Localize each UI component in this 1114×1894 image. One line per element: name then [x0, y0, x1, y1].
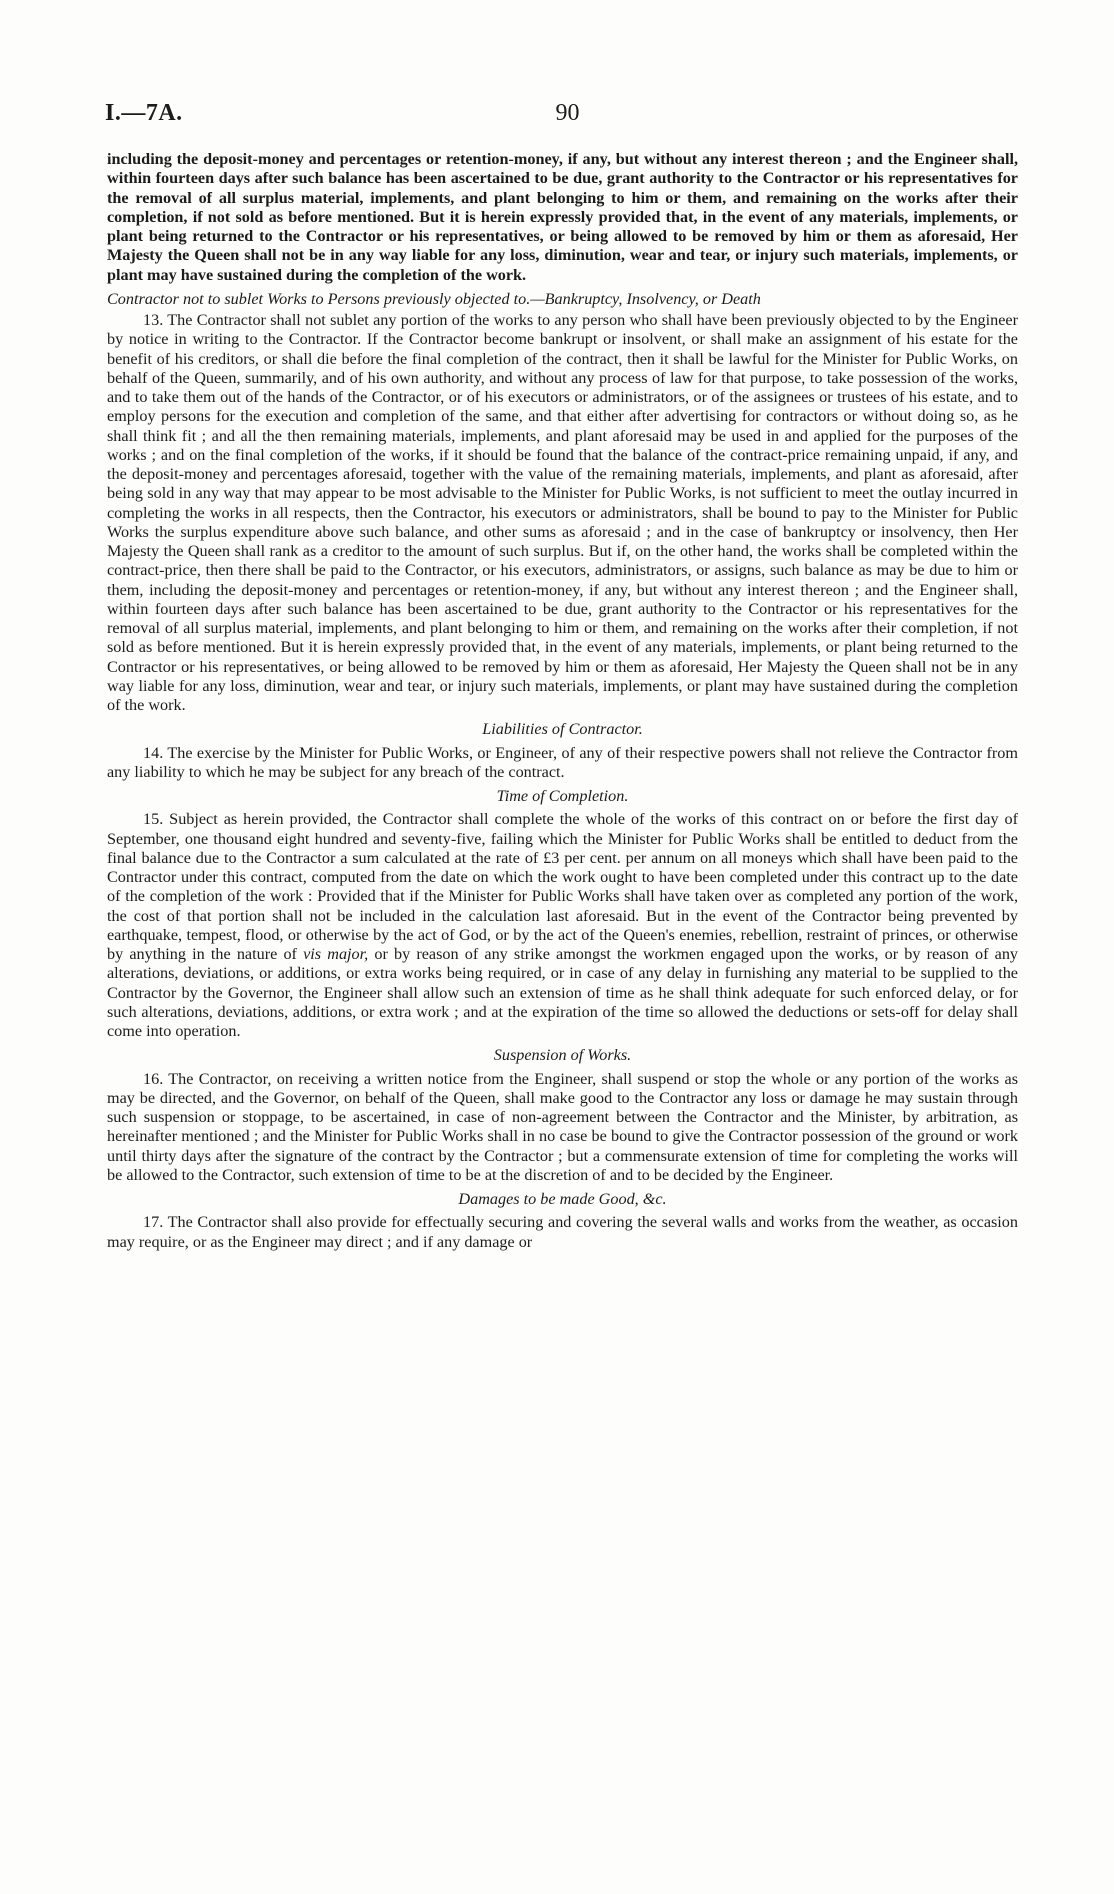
page-header: [105, 100, 1030, 134]
page-number: 90: [555, 100, 580, 126]
vis-major-term: vis major,: [303, 945, 369, 963]
section-heading-15: Time of Completion.: [496, 787, 629, 805]
section-heading-13: Contractor not to sublet Works to Persons previously objected to.—Bankruptcy, Insolvency, or Death: [107, 289, 761, 308]
paragraph-14: 14. The exercise by the Minister for Public Works, or Engineer, of any of their respective powers shall not relieve the Contractor from any liability to which he may be subject for any breach of the contract.: [107, 743, 1018, 781]
paragraph-intro: including the deposit-money and percentages or retention-money, if any, but without any interest thereon ; and the Engineer shall, within fourteen days after such balance has been ascertained to be due, grant authority to the Contractor or his representatives for the removal of all surplus material, implements, and plant belonging to him or them, and remaining on the works after their completion, if not sold as before mentioned. But it is herein expressly provided that, in the event of any materials, implements, or plant being returned to the Contractor or his representatives, or being allowed to be removed by him or them as aforesaid, Her Majesty the Queen shall not be in any way liable for any loss, diminution, wear and tear, or injury such materials, implements, or plant may have sustained during the completion of the work.: [107, 150, 1018, 284]
section-heading-14: Liabilities of Contractor.: [482, 720, 643, 739]
paragraph-16: 16. The Contractor, on receiving a written notice from the Engineer, shall suspend or stop the whole or any portion of the works as may be directed, and the Governor, on behalf of the Queen, shall make good to the Contractor any loss or damage he may sustain through such suspension or stoppage, to be ascertained, in case of non-agreement between the Contractor and the Minister, by arbitration, as hereinafter mentioned ; and the Minister for Public Works shall in no case be bound to give the Contractor possession of the ground or work until thirty days after the signature of the contract by the Contractor ; but a commensurate extension of time for completing the works will be allowed to the Contractor, such extension of time to be at the discretion of and to be decided by the Engineer.: [107, 1069, 1018, 1184]
paragraph-15: [107, 810, 1018, 1041]
paragraph-15-part-a: 15. Subject as herein provided, the Contractor shall complete the whole of the works of this contract on or before the first day of September, one thousand eight hundred and seventy-five, failing which the Minister for Public Works shall be entitled to deduct from the final balance due to the Contractor a sum calculated at the rate of £3 per cent. per annum on all moneys which shall have been paid to the Contractor under this contract, computed from the date on which the work ought to have been completed under this contract up to the date of the completion of the work : Provided that if the Minister for Public Works shall have taken over as completed any portion of the work, the cost of that portion shall not be included in the calculation last aforesaid. But in the event of the Contractor being prevented by earthquake, tempest, flood, or otherwise by the act of God, or by the act of the Queen's enemies, rebellion, restraint of princes, or otherwise by anything in the nature of: [107, 810, 1018, 963]
paragraph-13: 13. The Contractor shall not sublet any portion of the works to any person who shall have been previously objected to by the Engineer by notice in writing to the Contractor. If the Contractor become bankrupt or insolvent, or shall make an assignment of his estate for the benefit of his creditors, or shall die before the final completion of the contract, then it shall be lawful for the Minister for Public Works, on behalf of the Queen, summarily, and of his own authority, and without any process of law for that purpose, to take possession of the works, and to take them out of the hands of the Contractor, or of his executors or administrators, or of the assignees or trustees of his estate, and to employ persons for the execution and completion of the same, and that either after advertising for contractors or without doing so, as he shall think fit ; and all the then remaining materials, implements, and plant aforesaid may be used in and applied for the purposes of the works ; and on the final completion of the works, if it should be found that the balance of the contract-price remaining unpaid, if any, and the deposit-money and percentages aforesaid, together with the value of the remaining materials, implements, and plant as aforesaid, after being sold in any way that may appear to be most advisable to the Minister for Public Works, is not sufficient to meet the outlay incurred in completing the works in all respects, then the Contractor, his executors or administrators, shall be bound to pay to the Minister for Public Works the surplus expenditure above such balance, and other sums as aforesaid ; and in the case of bankruptcy or insolvency, then Her Majesty the Queen shall rank as a creditor to the amount of such surplus. But if, on the other hand, the works shall be completed within the contract-price, then there shall be paid to the Contractor, or his executors, administrators, or assigns, such balance as may be due to him or them, including the deposit-money and percentages or retention-money, if any, but without any interest thereon ; and the Engineer shall, within fourteen days after such balance has been ascertained to be due, grant authority to the Contractor or his representatives for the removal of all surplus material, implements, and plant belonging to him or them, and remaining on the works after their completion, if not sold as before mentioned. But it is herein expressly provided that, in the event of any materials, implements, or plant being returned to the Contractor or his representatives, or being allowed to be removed by him or them as aforesaid, Her Majesty the Queen shall not be in any way liable for any loss, diminution, wear and tear, or injury such materials, implements, or plant may have sustained during the completion of the work.: [107, 311, 1018, 714]
document-body: [107, 150, 1018, 1252]
paragraph-15-part-b: or by reason of any strike amongst the workmen engaged upon the works, or by reason of any alterations, deviations, or additions, or extra works being required, or in case of any delay in furnishing any material to be supplied to the Contractor by the Governor, the Engineer shall allow such an extension of time as he shall think adequate for such enforced delay, or for such alterations, deviations, additions, or extra work ; and at the expiration of the time so allowed the deductions or sets-off for delay shall come into operation.: [107, 945, 1019, 1040]
section-heading-16: Suspension of Works.: [493, 1046, 632, 1065]
page-reference: I.—7A.: [105, 100, 183, 126]
section-heading-17: Damages to be made Good, &c.: [458, 1190, 667, 1208]
paragraph-17: 17. The Contractor shall also provide for effectually securing and covering the several walls and works from the weather, as occasion may require, or as the Engineer may direct ; and if any damage or: [107, 1213, 1018, 1251]
